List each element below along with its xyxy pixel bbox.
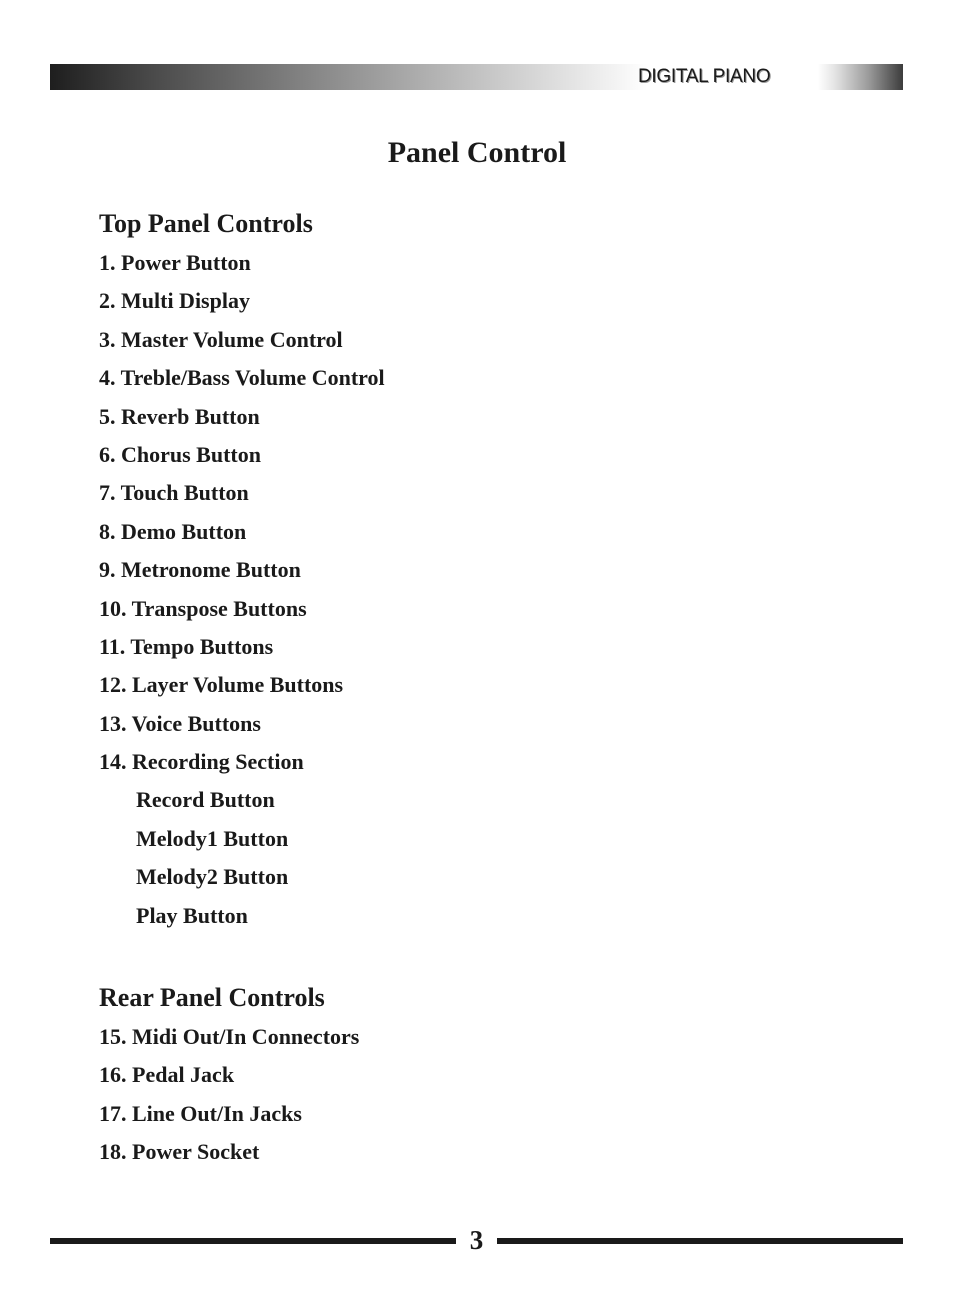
rear-panel-controls-section — [99, 980, 799, 1172]
list-item: 13. Voice Buttons — [99, 710, 261, 736]
list-item: 6. Chorus Button — [99, 441, 261, 467]
list-item: 3. Master Volume Control — [99, 326, 343, 352]
list-sub-item: Melody2 Button — [136, 864, 289, 890]
footer-rule-left — [50, 1238, 456, 1244]
list-item: 11. Tempo Buttons — [99, 633, 274, 659]
list-item: 10. Transpose Buttons — [99, 595, 307, 621]
list-item: 12. Layer Volume Buttons — [99, 672, 344, 698]
list-item: 18. Power Socket — [99, 1139, 260, 1165]
top-panel-controls-list — [99, 244, 799, 935]
header-gradient-band — [50, 64, 903, 90]
top-panel-controls-section — [99, 206, 799, 935]
list-item: 14. Recording Section — [99, 749, 304, 775]
list-sub-item: Play Button — [136, 902, 248, 928]
page-number: 3 — [469, 1225, 484, 1255]
list-item: 2. Multi Display — [99, 288, 250, 314]
list-item: 15. Midi Out/In Connectors — [99, 1024, 360, 1049]
list-item: 8. Demo Button — [99, 518, 247, 544]
footer-rule-right — [497, 1238, 903, 1244]
list-item: 17. Line Out/In Jacks — [99, 1100, 302, 1126]
top-panel-controls-heading: Top Panel Controls — [99, 209, 313, 238]
list-sub-item: Record Button — [136, 787, 275, 813]
list-item: 1. Power Button — [99, 250, 251, 275]
list-item: 4. Treble/Bass Volume Control — [99, 365, 385, 391]
header-product-label: DIGITAL PIANO — [638, 66, 771, 87]
list-item: 16. Pedal Jack — [99, 1062, 235, 1088]
list-item: 9. Metronome Button — [99, 557, 301, 583]
page-title: Panel Control — [387, 136, 567, 169]
rear-panel-controls-heading: Rear Panel Controls — [99, 983, 325, 1012]
list-item: 7. Touch Button — [99, 480, 249, 506]
list-sub-item: Melody1 Button — [136, 825, 289, 851]
list-item: 5. Reverb Button — [99, 403, 260, 429]
rear-panel-controls-list — [99, 1018, 799, 1172]
